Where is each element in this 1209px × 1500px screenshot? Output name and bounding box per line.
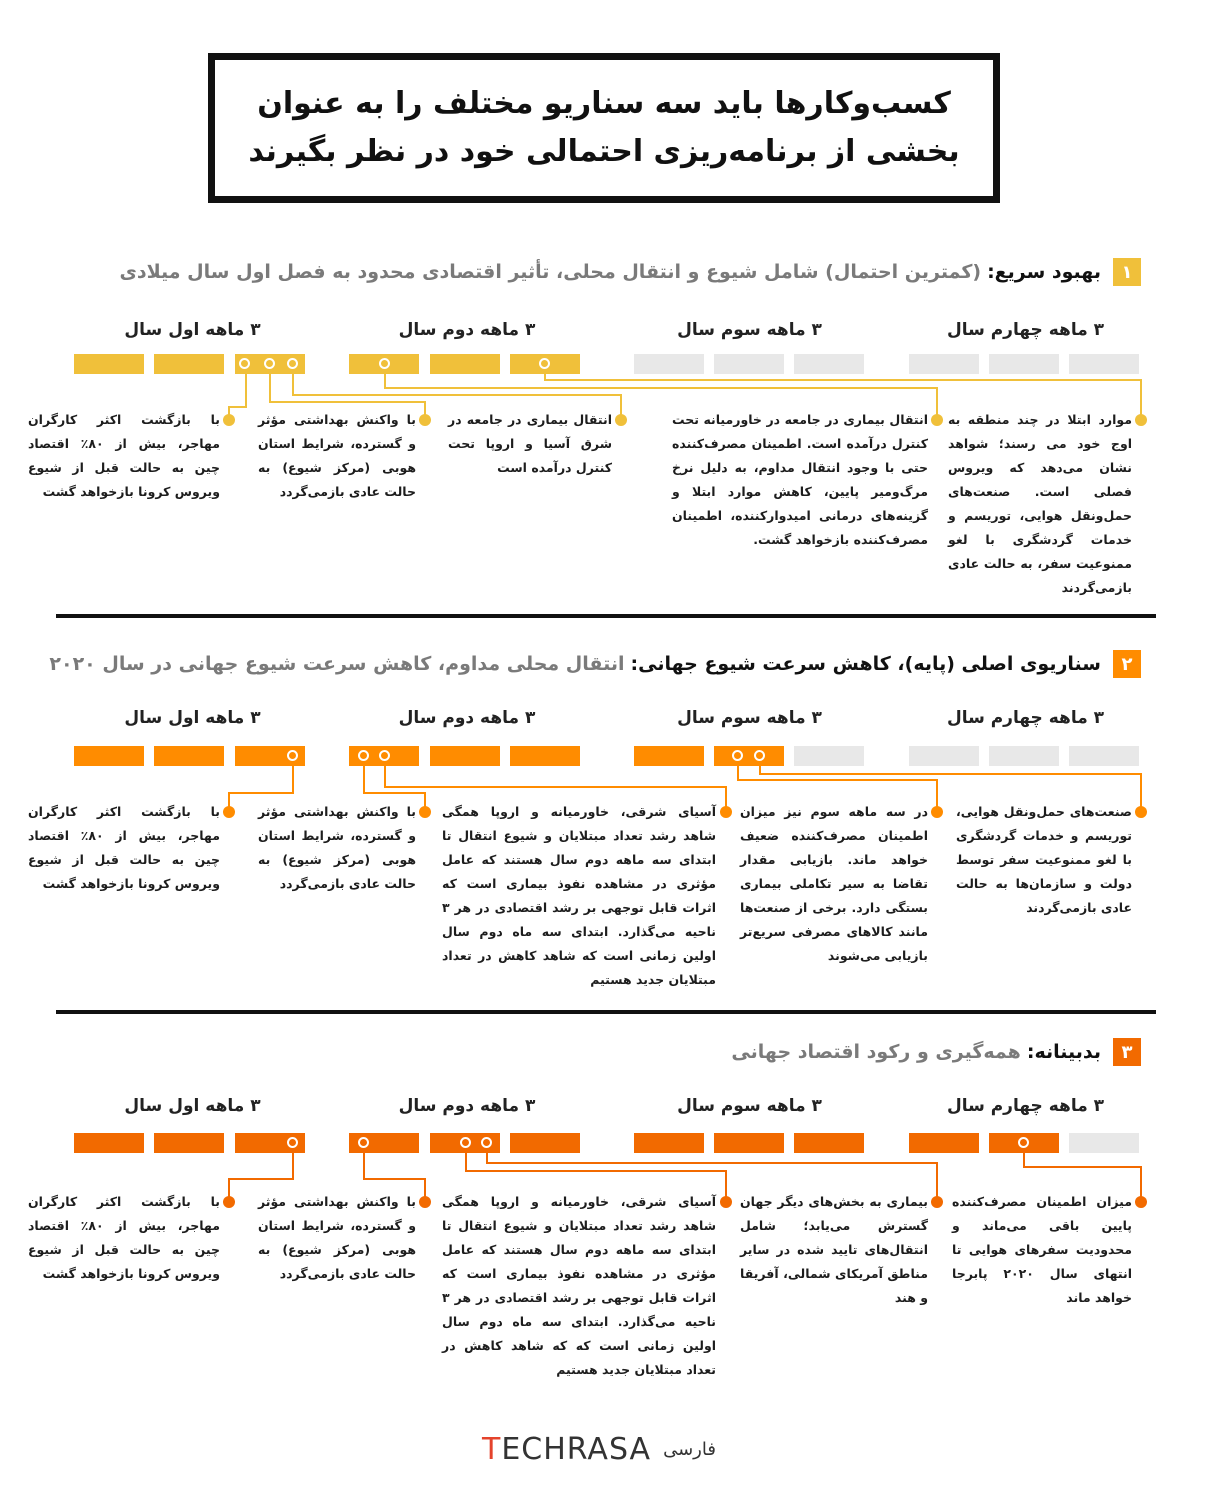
s3-segment — [634, 1133, 704, 1153]
s1-note-5: با بازگشت اکثر کارگران مهاجر، بیش از ۸۰٪ اقتصاد چین به حالت قبل از شیوع ویروس کرونا بازخواهد گشت — [28, 412, 220, 499]
s2-quarter-1-label: ۳ ماهه اول سال — [124, 708, 261, 728]
s2-quarter-4-label: ۳ ماهه چهارم سال — [946, 708, 1105, 728]
s1-segment-inactive — [1069, 354, 1139, 374]
section-divider — [56, 1010, 1156, 1014]
s2-segment — [235, 746, 305, 766]
scenario-1-heading — [119, 258, 1141, 286]
timeline-marker-icon — [539, 358, 550, 369]
s1-note-3-bullet-icon — [615, 414, 627, 426]
s2-note-1-bullet-icon — [1135, 806, 1147, 818]
s3-segment — [349, 1133, 419, 1153]
timeline-marker-icon — [379, 750, 390, 761]
s2-segment — [714, 746, 784, 766]
timeline-marker-icon — [358, 750, 369, 761]
s1-quarter-3-label: ۳ ماهه سوم سال — [677, 320, 822, 340]
s2-note-3-bullet-icon — [720, 806, 732, 818]
scenario-1-number-badge: ۱ — [1113, 258, 1141, 286]
s2-note-5-bullet-icon — [223, 806, 235, 818]
s1-segment — [154, 354, 224, 374]
s2-segment-inactive — [909, 746, 979, 766]
timeline-marker-icon — [287, 750, 298, 761]
s2-note-1: صنعت‌های حمل‌ونقل هوایی، توریسم و خدمات گردشگری با لغو ممنوعیت سفر توسط دولت و سازمان‌ها به حالت عادی بازمی‌گردند — [956, 804, 1132, 915]
s1-segment — [74, 354, 144, 374]
s1-segment-inactive — [634, 354, 704, 374]
s1-note-4: با واکنش بهداشتی مؤثر و گسترده، شرایط استان هوبی (مرکز شیوع) به حالت عادی بازمی‌گردد — [258, 412, 416, 499]
scenario-2-title: سناریوی اصلی (پایه)، کاهش سرعت شیوع جهانی: — [630, 653, 1101, 675]
s1-segment-inactive — [989, 354, 1059, 374]
timeline-marker-icon — [732, 750, 743, 761]
s3-note-4-bullet-icon — [419, 1196, 431, 1208]
s2-segment-inactive — [794, 746, 864, 766]
s2-note-3: آسیای شرقی، خاورمیانه و اروپا همگی شاهد رشد تعداد مبتلایان و شیوع انتقال تا ابتدای سه ماهه دوم سال هستند که عامل مؤثری در مشاهده نفوذ بیماری است که اثرات قابل توجهی بر رشد اقتصادی در هر ۳ ناحیه می‌گذارد. ابتدای سه ماه دوم سال اولین زمانی است که شاهد کاهش در تعداد مبتلایان جدید هستیم — [442, 804, 716, 987]
s3-note-4: با واکنش بهداشتی مؤثر و گسترده، شرایط استان هوبی (مرکز شیوع) به حالت عادی بازمی‌گردد — [258, 1194, 416, 1281]
s3-segment — [74, 1133, 144, 1153]
s3-quarter-2-label: ۳ ماهه دوم سال — [398, 1096, 536, 1116]
s3-segment — [235, 1133, 305, 1153]
main-title-box — [208, 53, 1000, 203]
s1-note-5-bullet-icon — [223, 414, 235, 426]
s3-segment — [714, 1133, 784, 1153]
s3-segment — [510, 1133, 580, 1153]
timeline-marker-icon — [481, 1137, 492, 1148]
s3-note-5-bullet-icon — [223, 1196, 235, 1208]
s1-note-2: انتقال بیماری در جامعه در خاورمیانه تحت کنترل درآمده است. اطمینان مصرف‌کننده حتی با وجود انتقال مداوم، به دلیل نرخ مرگ‌ومیر پایین، کاهش موارد ابتلا و گزینه‌های درمانی امیدوارکننده، اطمینان مصرف‌کننده بازخواهد گشت. — [672, 412, 928, 547]
s2-segment-inactive — [989, 746, 1059, 766]
s1-quarter-2-label: ۳ ماهه دوم سال — [398, 320, 536, 340]
timeline-marker-icon — [239, 358, 250, 369]
main-title-line-1: کسب‌وکارها باید سه سناریو مختلف را به عنوان — [257, 86, 951, 121]
s2-segment — [154, 746, 224, 766]
s3-note-3-bullet-icon — [720, 1196, 732, 1208]
s3-note-1: میزان اطمینان مصرف‌کننده پایین باقی می‌ماند و محدودیت سفرهای هوایی تا انتهای سال ۲۰۲۰ پابرجا خواهد ماند — [952, 1194, 1132, 1305]
s3-segment — [794, 1133, 864, 1153]
s1-segment-inactive — [794, 354, 864, 374]
s1-segment — [430, 354, 500, 374]
s3-segment — [909, 1133, 979, 1153]
timeline-marker-icon — [754, 750, 765, 761]
s3-note-3: آسیای شرقی، خاورمیانه و اروپا همگی شاهد رشد تعداد مبتلایان و شیوع انتقال تا ابتدای سه ماهه دوم سال هستند که عامل مؤثری در مشاهده نفوذ بیماری است که اثرات قابل توجهی بر رشد اقتصادی در هر ۳ ناحیه می‌گذارد. ابتدای سه ماه دوم سال اولین زمانی است که که شاهد کاهش در تعداد مبتلایان جدید هستیم — [442, 1194, 716, 1377]
s2-note-4-bullet-icon — [419, 806, 431, 818]
s3-note-5: با بازگشت اکثر کارگران مهاجر، بیش از ۸۰٪ اقتصاد چین به حالت قبل از شیوع ویروس کرونا بازخواهد گشت — [28, 1194, 220, 1281]
s1-quarter-4-label: ۳ ماهه چهارم سال — [946, 320, 1105, 340]
s3-quarter-1-label: ۳ ماهه اول سال — [124, 1096, 261, 1116]
s2-segment — [634, 746, 704, 766]
scenario-3-title: بدبینانه: — [1026, 1041, 1101, 1063]
logo-wordmark — [482, 1432, 651, 1467]
s1-note-1-bullet-icon — [1135, 414, 1147, 426]
s2-segment — [74, 746, 144, 766]
scenario-3-heading — [731, 1038, 1141, 1066]
section-divider — [56, 614, 1156, 618]
s2-note-5: با بازگشت اکثر کارگران مهاجر، بیش از ۸۰٪ اقتصاد چین به حالت قبل از شیوع ویروس کرونا بازخواهد گشت — [28, 804, 220, 891]
s1-note-2-bullet-icon — [931, 414, 943, 426]
logo-text: ECHRASA — [501, 1432, 652, 1467]
scenario-3-number-badge: ۳ — [1113, 1038, 1141, 1066]
s2-segment-inactive — [1069, 746, 1139, 766]
s3-note-2: بیماری به بخش‌های دیگر جهان گسترش می‌یابد؛ شامل انتقال‌های تایید شده در سایر مناطق آمریکای شمالی، آفریقا و هند — [740, 1194, 928, 1305]
scenario-1-subtitle: (کمترین احتمال) شامل شیوع و انتقال محلی، تأثیر اقتصادی محدود به فصل اول سال میلادی — [119, 261, 982, 283]
s1-note-3: انتقال بیماری در جامعه در شرق آسیا و اروپا تحت کنترل درآمده است — [448, 412, 612, 475]
main-title-line-2: بخشی از برنامه‌ریزی احتمالی خود در نظر بگیرند — [248, 134, 960, 169]
logo-language-label: فارسی — [663, 1439, 716, 1460]
scenario-3-subtitle: همه‌گیری و رکود اقتصاد جهانی — [731, 1041, 1021, 1063]
s3-note-2-bullet-icon — [931, 1196, 943, 1208]
timeline-marker-icon — [358, 1137, 369, 1148]
timeline-marker-icon — [287, 1137, 298, 1148]
timeline-marker-icon — [264, 358, 275, 369]
techrasa-logo — [482, 1432, 716, 1467]
s1-segment-inactive — [714, 354, 784, 374]
scenario-2-number-badge: ۲ — [1113, 650, 1141, 678]
s1-segment-inactive — [909, 354, 979, 374]
s1-note-1: موارد ابتلا در چند منطقه به اوج خود می رسند؛ شواهد نشان می‌دهد که ویروس فصلی است. صنعت‌های حمل‌ونقل هوایی، توریسم و خدمات گردشگری با لغو ممنوعیت سفر، به حالت عادی بازمی‌گردند — [948, 412, 1132, 595]
s3-quarter-3-label: ۳ ماهه سوم سال — [677, 1096, 822, 1116]
s2-note-2: در سه ماهه سوم نیز میزان اطمینان مصرف‌کننده ضعیف خواهد ماند. بازیابی مقدار تقاضا به سیر تکاملی بیماری بستگی دارد. برخی از صنعت‌ها مانند کالاهای مصرفی سریع‌تر بازیابی می‌شوند — [740, 804, 928, 963]
s3-segment-inactive — [1069, 1133, 1139, 1153]
s2-note-4: با واکنش بهداشتی مؤثر و گسترده، شرایط استان هوبی (مرکز شیوع) به حالت عادی بازمی‌گردد — [258, 804, 416, 891]
scenario-1-title: بهبود سریع: — [987, 261, 1101, 283]
timeline-marker-icon — [379, 358, 390, 369]
s1-quarter-1-label: ۳ ماهه اول سال — [124, 320, 261, 340]
logo-accent-letter: T — [482, 1432, 502, 1467]
s2-segment — [510, 746, 580, 766]
s3-segment — [154, 1133, 224, 1153]
s2-note-2-bullet-icon — [931, 806, 943, 818]
timeline-marker-icon — [460, 1137, 471, 1148]
s3-quarter-4-label: ۳ ماهه چهارم سال — [946, 1096, 1105, 1116]
s2-segment — [430, 746, 500, 766]
timeline-marker-icon — [287, 358, 298, 369]
scenario-2-heading — [49, 650, 1141, 678]
s3-note-1-bullet-icon — [1135, 1196, 1147, 1208]
s2-quarter-2-label: ۳ ماهه دوم سال — [398, 708, 536, 728]
s1-note-4-bullet-icon — [419, 414, 431, 426]
scenario-2-subtitle: انتقال محلی مداوم، کاهش سرعت شیوع جهانی در سال ۲۰۲۰ — [49, 653, 625, 675]
s2-quarter-3-label: ۳ ماهه سوم سال — [677, 708, 822, 728]
timeline-marker-icon — [1018, 1137, 1029, 1148]
